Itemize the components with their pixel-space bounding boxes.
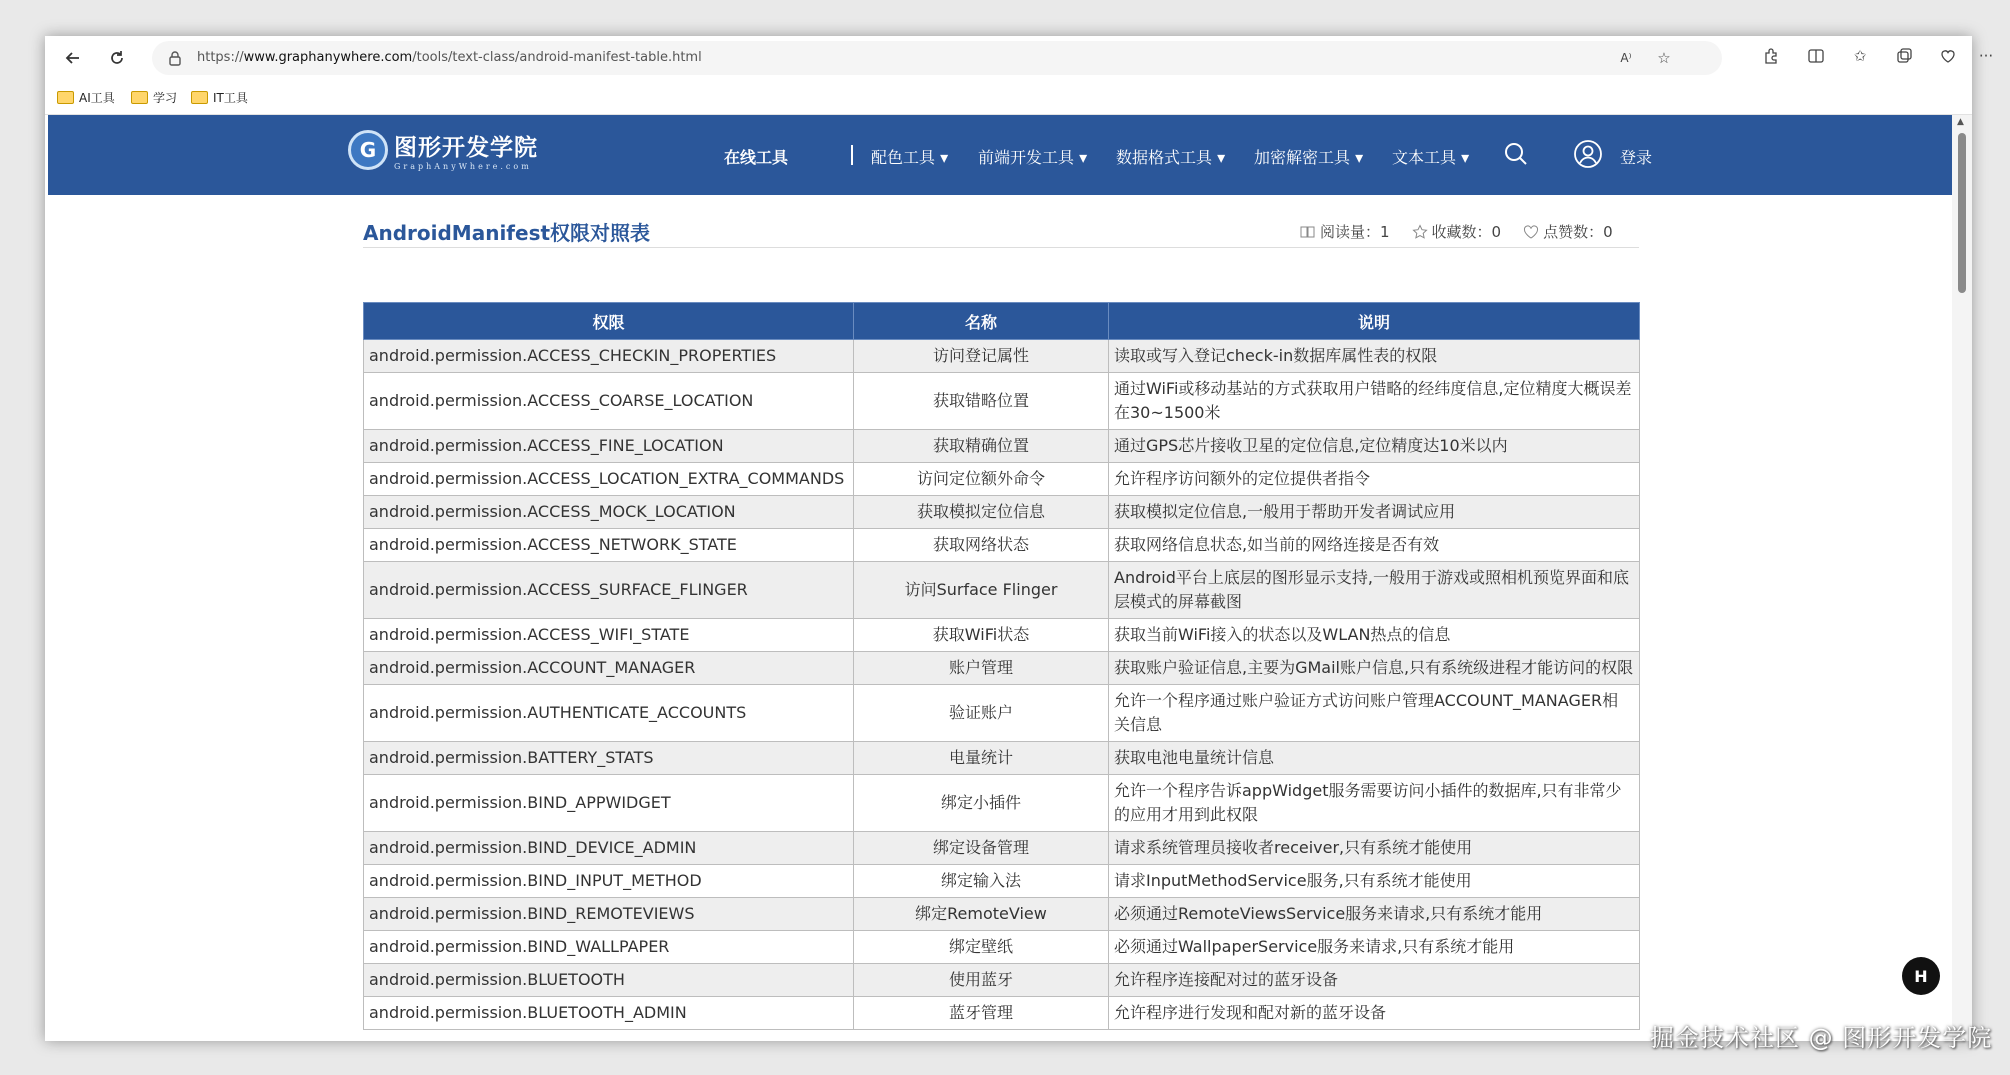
permission-cell: android.permission.ACCESS_SURFACE_FLINGER [364,562,854,619]
permission-cell: android.permission.BIND_REMOTEVIEWS [364,898,854,931]
permission-cell: android.permission.ACCESS_COARSE_LOCATION [364,373,854,430]
description-cell: 获取网络信息状态,如当前的网络连接是否有效 [1109,529,1640,562]
read-aloud-icon[interactable]: A⁾ [1620,51,1632,65]
bookmark-study[interactable] [131,89,177,106]
nav-frontend-tools[interactable]: 前端开发工具 ▾ [978,148,1088,167]
table-row [364,685,1640,742]
name-cell: 获取精确位置 [854,430,1109,463]
folder-icon [191,91,208,104]
name-cell: 获取网络状态 [854,529,1109,562]
description-cell: 必须通过RemoteViewsService服务来请求,只有系统才能用 [1109,898,1640,931]
address-bar[interactable] [152,41,1722,75]
table-row [364,865,1640,898]
bookmark-label: AI工具 [79,91,115,105]
table-row [364,496,1640,529]
table-row [364,652,1640,685]
book-icon [1300,225,1316,239]
permission-cell: android.permission.ACCOUNT_MANAGER [364,652,854,685]
permission-cell: android.permission.BIND_APPWIDGET [364,775,854,832]
permission-cell: android.permission.BIND_INPUT_METHOD [364,865,854,898]
refresh-icon[interactable] [103,44,131,72]
name-cell: 访问登记属性 [854,340,1109,373]
browser-toolbar [45,36,1994,80]
table-row [364,898,1640,931]
extensions-icon[interactable] [1759,44,1783,68]
scroll-up-arrow-icon[interactable]: ▲ [1957,117,1964,127]
folder-icon [131,91,148,104]
permission-cell: android.permission.ACCESS_WIFI_STATE [364,619,854,652]
name-cell: 电量统计 [854,742,1109,775]
table-body [364,340,1640,1030]
description-cell: 获取账户验证信息,主要为GMail账户信息,只有系统级进程才能访问的权限 [1109,652,1640,685]
column-header: 权限 [364,303,854,340]
page-title: AndroidManifest权限对照表 [363,221,651,245]
column-header: 名称 [854,303,1109,340]
split-screen-icon[interactable] [1804,44,1828,68]
description-cell: 读取或写入登记check-in数据库属性表的权限 [1109,340,1640,373]
description-cell: 获取模拟定位信息,一般用于帮助开发者调试应用 [1109,496,1640,529]
bookmark-label: 学习 [153,91,178,105]
name-cell: 获取模拟定位信息 [854,496,1109,529]
name-cell: 绑定RemoteView [854,898,1109,931]
permission-cell: android.permission.AUTHENTICATE_ACCOUNTS [364,685,854,742]
vertical-scrollbar[interactable] [1952,115,1972,1041]
table-row [364,931,1640,964]
nav-color-tools[interactable]: 配色工具 ▾ [871,148,949,167]
like-count-text: 点赞数：0 [1543,223,1613,241]
url-text[interactable] [197,50,702,65]
back-icon[interactable] [59,44,87,72]
nav-divider [851,145,853,165]
logo-title: 图形开发学院 [394,135,538,161]
nav-online-tools[interactable]: 在线工具 [724,148,789,167]
name-cell: 绑定小插件 [854,775,1109,832]
login-link[interactable]: 登录 [1620,148,1653,167]
folder-icon [57,91,74,104]
description-cell: 允许程序连接配对过的蓝牙设备 [1109,964,1640,997]
nav-text-tools[interactable]: 文本工具 ▾ [1392,148,1470,167]
table-row [364,373,1640,430]
table-row [364,997,1640,1030]
favorite-count[interactable] [1412,221,1502,242]
name-cell: 蓝牙管理 [854,997,1109,1030]
bookmark-ai-tools[interactable] [57,89,115,106]
url-path: /tools/text-class/android-manifest-table.html [412,50,702,65]
permission-cell: android.permission.ACCESS_NETWORK_STATE [364,529,854,562]
description-cell: 获取当前WiFi接入的状态以及WLAN热点的信息 [1109,619,1640,652]
description-cell: 允许程序进行发现和配对新的蓝牙设备 [1109,997,1640,1030]
title-divider [363,247,1639,248]
description-cell: 请求系统管理员接收者receiver,只有系统才能使用 [1109,832,1640,865]
table-row [364,742,1640,775]
table-row [364,340,1640,373]
permission-cell: android.permission.BLUETOOTH [364,964,854,997]
permission-cell: android.permission.BIND_WALLPAPER [364,931,854,964]
user-avatar-icon[interactable] [1573,139,1603,169]
read-count [1300,221,1390,242]
table-row [364,964,1640,997]
description-cell: 通过GPS芯片接收卫星的定位信息,定位精度达10米以内 [1109,430,1640,463]
site-navbar [48,115,1952,195]
permission-cell: android.permission.BATTERY_STATS [364,742,854,775]
collections-icon[interactable] [1892,44,1916,68]
description-cell: 请求InputMethodService服务,只有系统才能使用 [1109,865,1640,898]
like-count[interactable] [1523,221,1613,242]
name-cell: 访问定位额外命令 [854,463,1109,496]
permission-cell: android.permission.ACCESS_CHECKIN_PROPERTIES [364,340,854,373]
star-icon [1412,224,1428,240]
table-row [364,463,1640,496]
more-menu-icon[interactable]: ··· [1978,47,1994,65]
description-cell: 必须通过WallpaperService服务来请求,只有系统才能用 [1109,931,1640,964]
heart-icon [1523,225,1539,239]
bookmark-it-tools[interactable] [191,89,248,106]
nav-data-format-tools[interactable]: 数据格式工具 ▾ [1116,148,1226,167]
table-row [364,619,1640,652]
table-row [364,562,1640,619]
logo-icon: G [348,130,388,170]
permission-cell: android.permission.BLUETOOTH_ADMIN [364,997,854,1030]
description-cell: Android平台上底层的图形显示支持,一般用于游戏或照相机预览界面和底层模式的屏幕截图 [1109,562,1640,619]
name-cell: 绑定输入法 [854,865,1109,898]
nav-crypto-tools[interactable]: 加密解密工具 ▾ [1254,148,1364,167]
permission-cell: android.permission.ACCESS_MOCK_LOCATION [364,496,854,529]
permission-cell: android.permission.ACCESS_LOCATION_EXTRA_COMMANDS [364,463,854,496]
bookmarks-bar [45,80,1972,115]
permission-cell: android.permission.ACCESS_FINE_LOCATION [364,430,854,463]
table-header-row [364,303,1640,340]
table-row [364,775,1640,832]
name-cell: 账户管理 [854,652,1109,685]
search-icon[interactable] [1503,141,1529,167]
bookmark-label: IT工具 [213,91,248,105]
name-cell: 访问Surface Flinger [854,562,1109,619]
table-row [364,832,1640,865]
name-cell: 使用蓝牙 [854,964,1109,997]
description-cell: 获取电池电量统计信息 [1109,742,1640,775]
favorite-count-text: 收藏数：0 [1431,223,1502,241]
name-cell: 获取WiFi状态 [854,619,1109,652]
description-cell: 允许一个程序通过账户验证方式访问账户管理ACCOUNT_MANAGER相关信息 [1109,685,1640,742]
favorites-icon[interactable]: ✩ [1853,47,1867,65]
url-host: www.graphanywhere.com [243,50,413,65]
scroll-thumb[interactable] [1958,133,1966,293]
browser-window [45,36,1994,1041]
site-logo[interactable] [348,129,538,171]
permission-cell: android.permission.BIND_DEVICE_ADMIN [364,832,854,865]
article-stats [1300,221,1635,242]
logo-subtitle: GraphAnyWhere.com [394,162,532,171]
floating-assistant-button[interactable]: H [1902,957,1940,995]
table-row [364,529,1640,562]
description-cell: 允许程序访问额外的定位提供者指令 [1109,463,1640,496]
column-header: 说明 [1109,303,1640,340]
page-content [45,115,1952,1041]
permissions-table [363,302,1640,1030]
favorite-star-icon[interactable]: ☆ [1657,49,1671,67]
name-cell: 绑定设备管理 [854,832,1109,865]
description-cell: 允许一个程序告诉appWidget服务需要访问小插件的数据库,只有非常少的应用才用到此权限 [1109,775,1640,832]
name-cell: 绑定壁纸 [854,931,1109,964]
read-count-text: 阅读量：1 [1320,223,1390,241]
watermark-text: 掘金技术社区 @ 图形开发学院 [1650,1024,1993,1052]
browser-essentials-icon[interactable] [1936,44,1960,68]
site-info-icon[interactable] [166,49,184,67]
name-cell: 获取错略位置 [854,373,1109,430]
description-cell: 通过WiFi或移动基站的方式获取用户错略的经纬度信息,定位精度大概误差在30~1500米 [1109,373,1640,430]
name-cell: 验证账户 [854,685,1109,742]
table-row [364,430,1640,463]
url-scheme: https:// [197,50,244,65]
